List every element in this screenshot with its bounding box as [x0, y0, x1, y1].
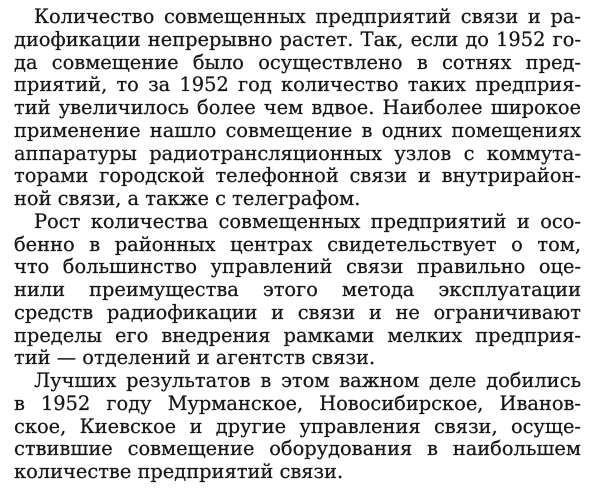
- paragraph-1-line-1: Количество совмещенных предприятий связи и ра-: [34, 5, 581, 28]
- paragraph-2-line-2: бенно в районных центрах свидетельствует о том,: [14, 233, 581, 256]
- paragraph-2-line-7: тий — отделений и агентств связи.: [14, 346, 376, 369]
- paragraph-2-line-5: средств радиофикации и связи и не ограничивают: [14, 301, 581, 324]
- paragraph-1-line-3: да совмещение было осуществлено в сотнях пред-: [14, 51, 581, 74]
- paragraph-2-line-4: нили преимущества этого метода эксплуатации: [14, 278, 581, 301]
- paragraph-1-line-7: аппаратуры радиотрансляционных узлов с коммута-: [14, 142, 581, 165]
- paragraph-2-line-1: Рост количества совмещенных предприятий и осо-: [34, 210, 581, 233]
- paragraph-1-line-9: ной связи, а также с телеграфом.: [14, 187, 361, 210]
- paragraph-3-line-1: Лучших результатов в этом важном деле добились: [34, 369, 581, 392]
- paragraph-2-line-3: что большинство управлений связи правильно оце-: [14, 255, 581, 278]
- paragraph-1-line-8: торами городской телефонной связи и внутрирайон-: [14, 164, 581, 187]
- paragraph-1-line-4: приятий, то за 1952 год количество таких предприя-: [14, 73, 581, 96]
- paragraph-3-line-4: ствившие совмещение оборудования в наибольшем: [14, 437, 581, 460]
- paragraph-2-line-6: пределы его внедрения рамками мелких предприя-: [14, 324, 581, 347]
- paragraph-3-line-2: в 1952 году Мурманское, Новосибирское, Иванов-: [14, 392, 581, 415]
- paragraph-3-line-5: количестве предприятий связи.: [14, 460, 344, 483]
- paragraph-1-line-2: диофикации непрерывно растет. Так, если до 1952 го-: [14, 28, 581, 51]
- paragraph-3-line-3: ское, Киевское и другие управления связи, осуще-: [14, 415, 581, 438]
- paragraph-1-line-5: тий увеличилось более чем вдвое. Наиболее широкое: [14, 96, 581, 119]
- paragraph-1-line-6: применение нашло совмещение в одних помещениях: [14, 119, 581, 142]
